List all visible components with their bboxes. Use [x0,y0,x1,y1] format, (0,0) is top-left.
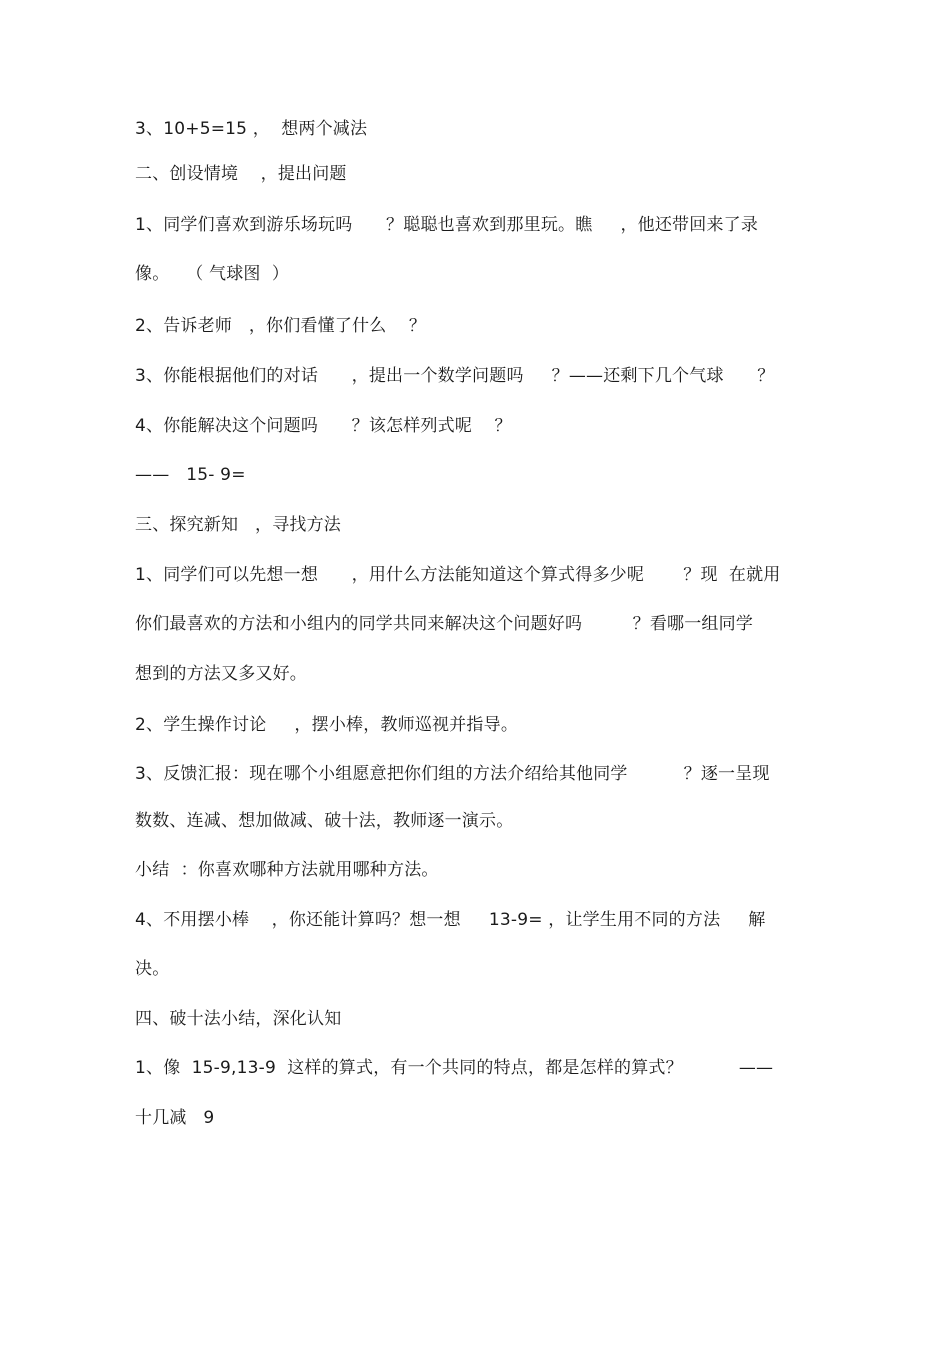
text-line: 4、你能解决这个问题吗 ？该怎样列式呢 ？ [135,416,512,436]
summary-line: 小结 ：你喜欢哪种方法就用哪种方法。 [135,860,439,880]
text-line: 1、同学们可以先想一想 ，用什么方法能知道这个算式得多少呢 ？现 在就用 [135,565,781,585]
text-line: 像。 （ 气球图 ） [135,264,290,284]
text-line: 1、同学们喜欢到游乐场玩吗 ？聪聪也喜欢到那里玩。瞧 ，他还带回来了录 [135,215,759,235]
text-line: 4、不用摆小棒 ，你还能计算吗？想一想 13-9= ，让学生用不同的方法 解 [135,910,766,930]
text-line: 你们最喜欢的方法和小组内的同学共同来解决这个问题好吗 ？看哪一组同学 [135,614,754,634]
text-line: 数数、连减、想加做减、破十法，教师逐一演示。 [135,811,514,831]
section-heading: 二、创设情境 ，提出问题 [135,164,347,184]
text-line: —— 15- 9= [135,465,246,485]
text-line: 决。 [135,959,170,979]
text-line: 十几减 9 [135,1108,215,1128]
text-line: 3、你能根据他们的对话 ，提出一个数学问题吗 ？——还剩下几个气球 ？ [135,366,775,386]
section-heading: 四、破十法小结，深化认知 [135,1009,342,1029]
text-line: 1、像 15-9,13-9 这样的算式，有一个共同的特点，都是怎样的算式？ —— [135,1058,774,1078]
text-line: 想到的方法又多又好。 [135,664,307,684]
text-line: 3、反馈汇报：现在哪个小组愿意把你们组的方法介绍给其他同学 ？逐一呈现 [135,764,770,784]
text-line: 2、学生操作讨论 ，摆小棒，教师巡视并指导。 [135,715,519,735]
text-line: 3、10+5=15 ， 想两个减法 [135,119,368,139]
text-line: 2、告诉老师 ，你们看懂了什么 ？ [135,316,427,336]
section-heading: 三、探究新知 ，寻找方法 [135,515,342,535]
